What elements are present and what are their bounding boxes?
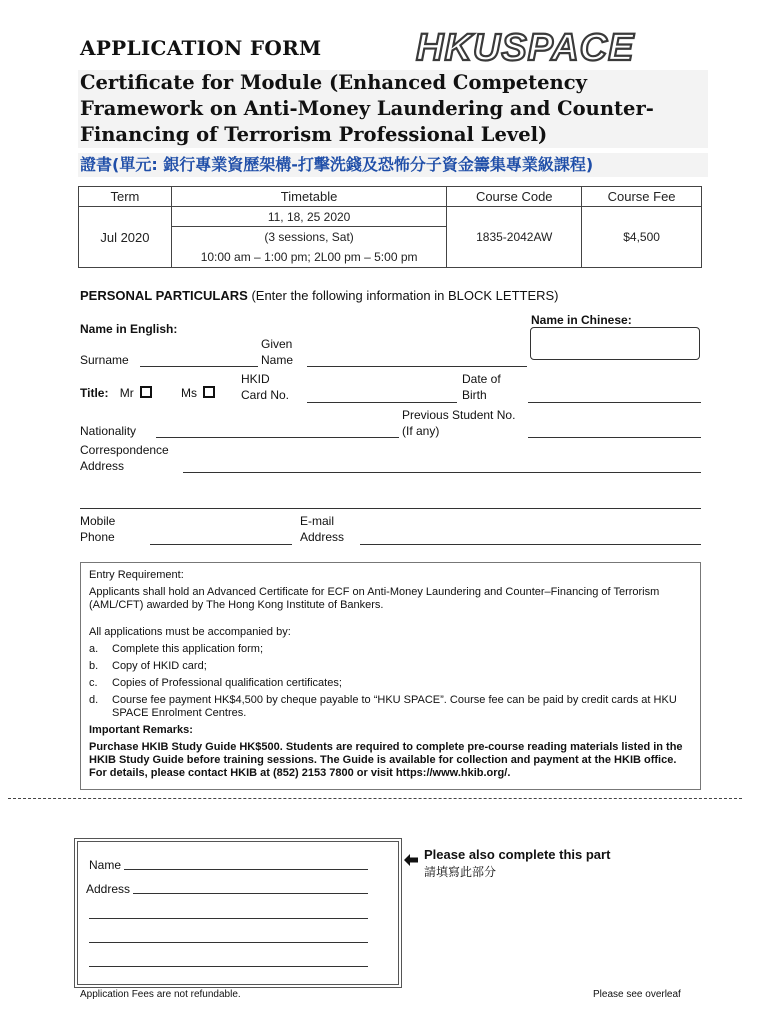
list-item — [89, 660, 692, 673]
slip-address-field-4[interactable] — [89, 966, 368, 967]
dob-label-2: Birth — [462, 388, 487, 402]
slip-address-field-3[interactable] — [89, 942, 368, 943]
name-zh-field[interactable] — [530, 327, 700, 360]
name-en-label: Name in English: — [80, 322, 178, 336]
hkid-label-1: HKID — [241, 372, 270, 386]
email-label-1: E-mail — [300, 514, 335, 528]
remarks-text: Purchase HKIB Study Guide HK$500. Students are required to complete pre-course reading materials listed in the HKIB Study Guide before training sessions. The Guide is available for collection and payment at the HKIB office. For details, please contact HKIB at (852) 2153 7800 or visit https://www.hkib.org/. — [89, 741, 683, 779]
mobile-label-1: Mobile — [80, 514, 116, 528]
slip-address-label: Address — [86, 882, 131, 896]
address-label-1: Correspondence — [80, 443, 169, 457]
list-item-key: d. — [89, 694, 99, 706]
slip-address-field-2[interactable] — [89, 918, 368, 919]
course-title-zh: 證書(單元: 銀行專業資歷架構-打擊洗錢及恐怖分子資金籌集專業級課程) — [78, 153, 708, 177]
slip-address-field-1[interactable] — [133, 893, 368, 894]
title-row — [80, 385, 152, 401]
email-field[interactable] — [360, 544, 701, 545]
list-item-text: Complete this application form; — [112, 643, 264, 655]
address-label-2: Address — [80, 459, 125, 473]
prev-student-label-2: (If any) — [402, 424, 440, 438]
timetable-line-3: 10:00 am – 1:00 pm; 2L00 pm – 5:00 pm — [200, 250, 418, 264]
cut-line — [8, 798, 742, 799]
list-item-text: Course fee payment HK$4,500 by cheque payable to “HKU SPACE”. Course fee can be paid by credit cards at HKU SPACE Enrolment Centres. — [112, 694, 677, 719]
surname-label: Surname — [80, 353, 129, 367]
slip-name-label: Name — [89, 858, 122, 872]
footer-right: Please see overleaf — [593, 989, 681, 1000]
hkid-field[interactable] — [307, 402, 457, 403]
title-label: Title: — [80, 386, 109, 400]
list-item-key: c. — [89, 677, 98, 689]
surname-field[interactable] — [140, 366, 258, 367]
table-header-row — [79, 187, 702, 207]
list-item — [89, 643, 692, 656]
nationality-field[interactable] — [156, 437, 399, 438]
timetable-cell — [171, 207, 447, 268]
prev-student-field[interactable] — [528, 437, 701, 438]
list-item-key: a. — [89, 643, 99, 655]
email-label-2: Address — [300, 530, 345, 544]
personal-heading: PERSONAL PARTICULARS — [80, 288, 248, 303]
mobile-label-2: Phone — [80, 530, 115, 544]
dob-label-1: Date of — [462, 372, 501, 386]
ms-row — [181, 385, 215, 401]
mr-checkbox[interactable] — [140, 386, 152, 398]
list-item-text: Copies of Professional qualification certificates; — [112, 677, 342, 689]
list-item — [89, 677, 692, 690]
course-table — [78, 186, 702, 268]
remarks-heading: Important Remarks: — [89, 724, 193, 736]
ms-label: Ms — [181, 386, 197, 400]
entry-text: Applicants shall hold an Advanced Certificate for ECF on Anti-Money Laundering and Counter–Financing of Terrorism (AML/CFT) awarded by The Hong Kong Institute of Bankers. — [89, 586, 660, 611]
mobile-field[interactable] — [150, 544, 292, 545]
arrow-left-icon — [402, 852, 420, 868]
course-title-en: Certificate for Module (Enhanced Competency Framework on Anti-Money Laundering and Counter-Financing of Terrorism Professional Level) — [78, 70, 708, 148]
accompany-heading: All applications must be accompanied by: — [89, 626, 291, 638]
list-item-text: Copy of HKID card; — [112, 660, 207, 672]
personal-heading-note: (Enter the following information in BLOCK LETTERS) — [251, 288, 559, 303]
list-item-key: b. — [89, 660, 99, 672]
footer-left: Application Fees are not refundable. — [80, 989, 241, 1000]
hkid-label-2: Card No. — [241, 388, 290, 402]
list-item — [89, 694, 692, 720]
term-value: Jul 2020 — [79, 207, 172, 268]
th-timetable: Timetable — [171, 187, 447, 207]
address-field-line-2[interactable] — [80, 508, 701, 509]
name-zh-label: Name in Chinese: — [531, 313, 632, 327]
given-name-label-2: Name — [261, 353, 294, 367]
th-term: Term — [79, 187, 172, 207]
dob-field[interactable] — [528, 402, 701, 403]
timetable-line-1: 11, 18, 25 2020 — [172, 207, 447, 227]
form-title: APPLICATION FORM — [80, 36, 322, 60]
given-name-field[interactable] — [307, 366, 527, 367]
ms-checkbox[interactable] — [203, 386, 215, 398]
prev-student-label-1: Previous Student No. — [402, 408, 516, 422]
mr-label: Mr — [119, 386, 134, 400]
address-field-line-1[interactable] — [183, 472, 701, 473]
personal-heading-row — [80, 288, 559, 304]
timetable-line-2: (3 sessions, Sat) — [264, 230, 354, 244]
table-row — [79, 207, 702, 268]
th-course-code: Course Code — [447, 187, 582, 207]
given-name-label-1: Given — [261, 337, 293, 351]
th-course-fee: Course Fee — [582, 187, 702, 207]
slip-name-field[interactable] — [124, 869, 368, 870]
slip-note-en: Please also complete this part — [424, 847, 611, 862]
nationality-label: Nationality — [80, 424, 137, 438]
requirements-box — [80, 562, 701, 790]
course-code-value: 1835-2042AW — [447, 207, 582, 268]
slip-note-zh: 請填寫此部分 — [424, 865, 497, 879]
course-fee-value: $4,500 — [582, 207, 702, 268]
hku-space-logo — [414, 28, 706, 66]
entry-heading: Entry Requirement: — [89, 569, 184, 581]
logo-text: HKUSPACE — [416, 28, 635, 66]
